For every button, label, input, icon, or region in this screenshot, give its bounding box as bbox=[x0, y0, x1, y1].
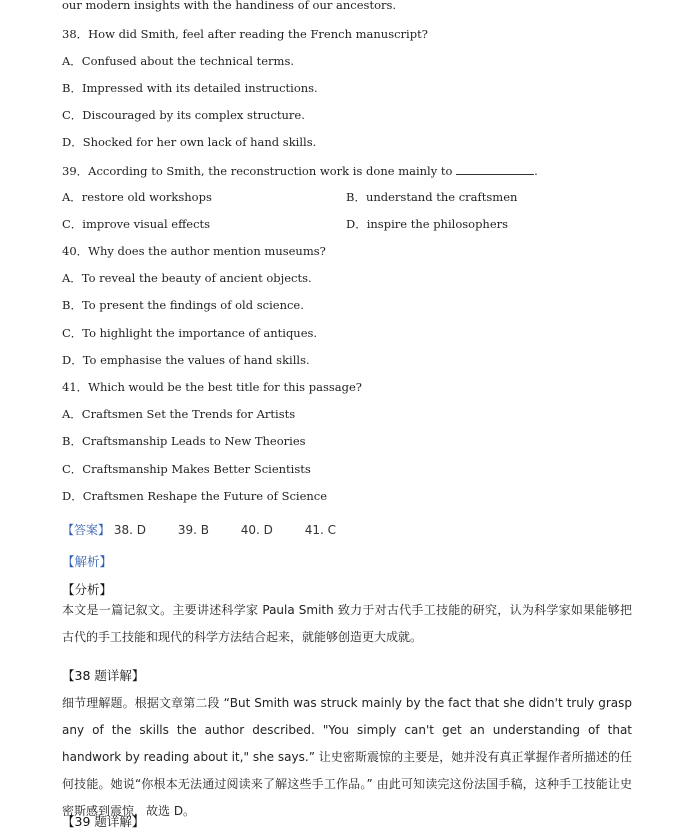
question-39-stem-end: . bbox=[534, 164, 538, 178]
answer-40: 40. D bbox=[240, 523, 273, 537]
question-38-option-d[interactable]: D．Shocked for her own lack of hand skills. bbox=[62, 135, 317, 149]
question-40-option-d[interactable]: D．To emphasise the values of hand skills. bbox=[62, 353, 310, 367]
question-40-option-a[interactable]: A．To reveal the beauty of ancient objects. bbox=[62, 271, 312, 285]
detail-38-heading: 【38 题详解】 bbox=[62, 668, 145, 683]
question-38-option-c[interactable]: C．Discouraged by its complex structure. bbox=[62, 108, 305, 122]
question-39-option-c[interactable]: C．improve visual effects bbox=[62, 217, 211, 231]
question-38-option-a[interactable]: A．Confused about the technical terms. bbox=[62, 54, 295, 68]
summary-paragraph: 本文是一篇记叙文。主要讲述科学家 Paula Smith 致力于对古代手工技能的研究，认为科学家如果能够把古代的手工技能和现代的科学方法结合起来，就能够创造更大成就。 bbox=[62, 603, 632, 644]
question-39-option-b[interactable]: B．understand the craftsmen bbox=[346, 190, 518, 204]
answer-39: 39. B bbox=[177, 523, 209, 537]
answer-41: 41. C bbox=[304, 523, 337, 537]
passage-tail: our modern insights with the handiness of our ancestors. bbox=[62, 0, 397, 12]
answer-row bbox=[62, 521, 364, 538]
question-39-stem-text: 39．According to Smith, the reconstruction work is done mainly to bbox=[62, 164, 453, 178]
question-41-option-b[interactable]: B．Craftsmanship Leads to New Theories bbox=[62, 434, 306, 448]
summary-heading: 【分析】 bbox=[62, 582, 113, 597]
analysis-heading: 【解析】 bbox=[62, 554, 113, 569]
question-40-option-c[interactable]: C．To highlight the importance of antiques. bbox=[62, 326, 318, 340]
question-41-option-a[interactable]: A．Craftsmen Set the Trends for Artists bbox=[62, 407, 296, 421]
question-39-option-d[interactable]: D．inspire the philosophers bbox=[346, 217, 509, 231]
question-41-option-c[interactable]: C．Craftsmanship Makes Better Scientists bbox=[62, 462, 311, 476]
question-39-option-a[interactable]: A．restore old workshops bbox=[62, 190, 212, 204]
question-41-option-d[interactable]: D．Craftsmen Reshape the Future of Science bbox=[62, 489, 328, 503]
question-41-stem: 41．Which would be the best title for this passage? bbox=[62, 380, 362, 394]
answer-label: 【答案】 bbox=[62, 523, 111, 537]
question-38-stem: 38．How did Smith, feel after reading the French manuscript? bbox=[62, 27, 428, 41]
answer-38: 38. D bbox=[113, 523, 146, 537]
question-40-stem: 40．Why does the author mention museums? bbox=[62, 244, 326, 258]
question-40-option-b[interactable]: B．To present the findings of old science. bbox=[62, 298, 304, 312]
answer-blank bbox=[456, 164, 534, 175]
question-38-option-b[interactable]: B．Impressed with its detailed instructions. bbox=[62, 81, 318, 95]
detail-38-paragraph: 细节理解题。根据文章第二段 “But Smith was struck mainly by the fact that she didn't truly grasp any of the skills the author described. "You simply can't get an understanding of that handwork by reading about it," she says.” 让史密斯震惊的主要是，她并没有真正掌握作者所描述的任何技能。她说“你根本无法通过阅读来了解这些手工作品。” 由此可知读完这份法国手稿，这种手工技能让史密斯感到震惊，故选 D。 bbox=[62, 696, 632, 818]
question-39-stem bbox=[62, 164, 538, 178]
detail-39-heading: 【39 题详解】 bbox=[62, 814, 145, 829]
